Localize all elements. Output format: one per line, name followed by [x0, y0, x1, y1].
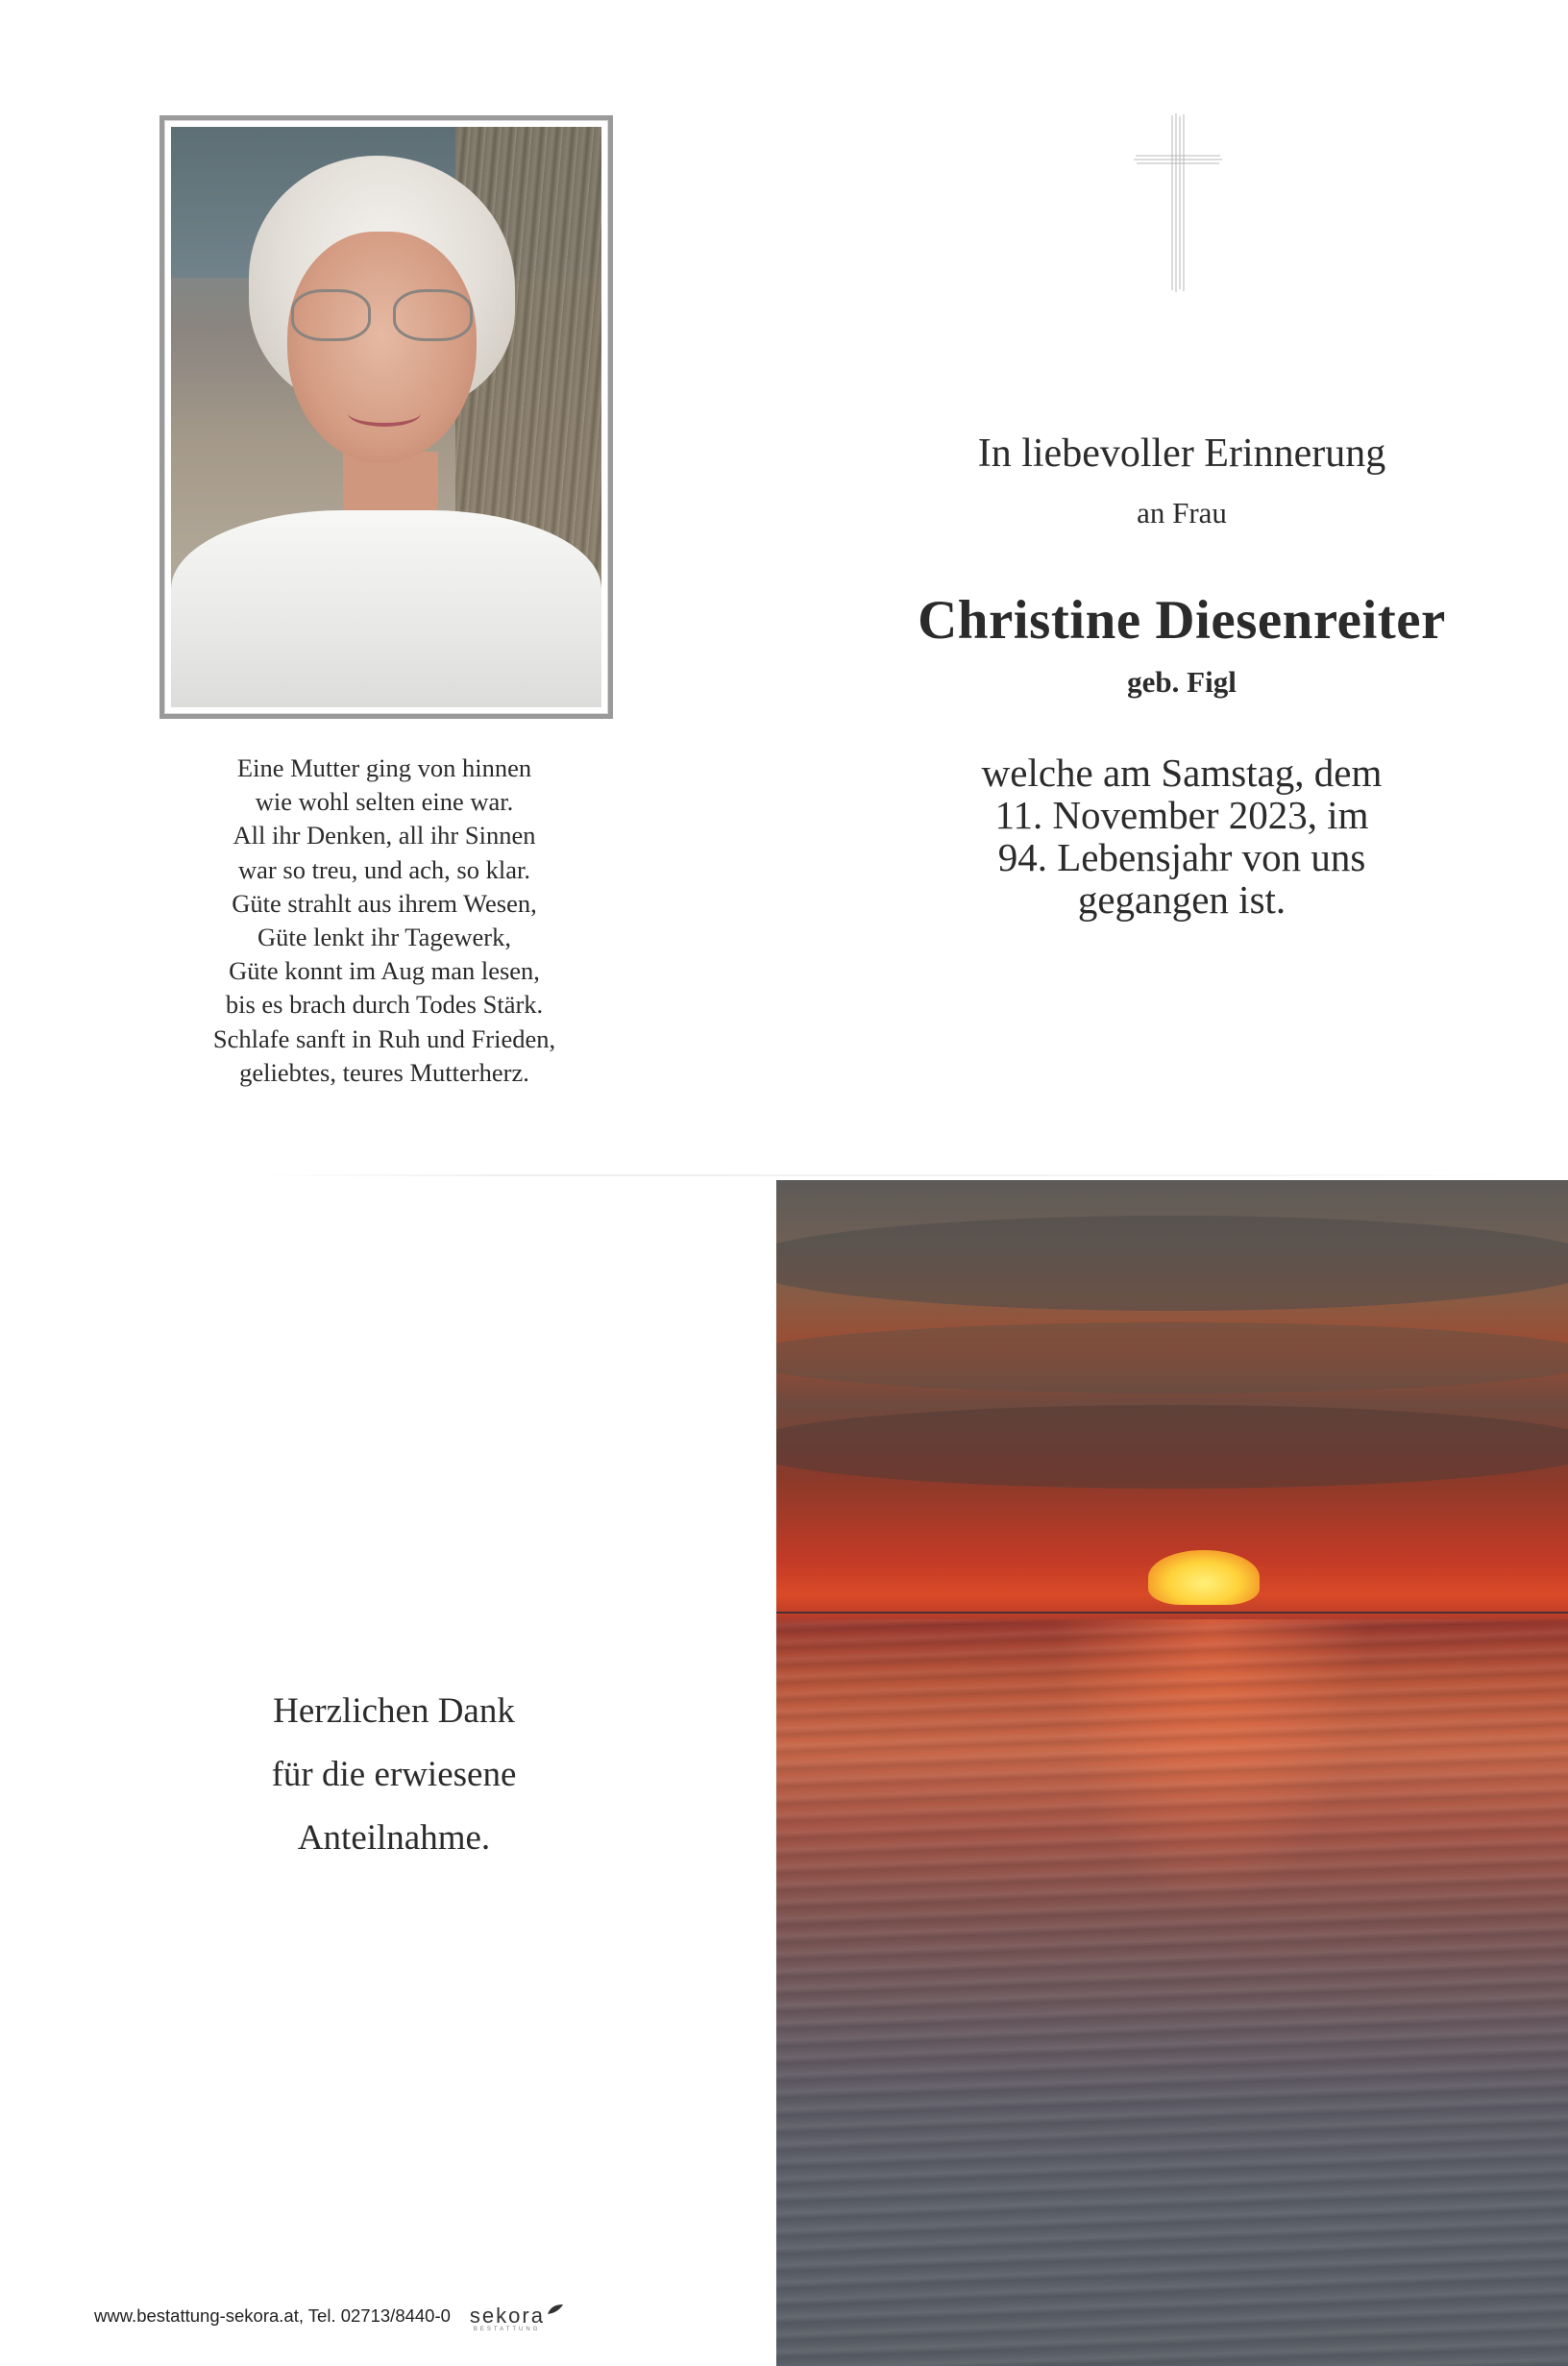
thanks-line: Anteilnahme.	[297, 1818, 491, 1858]
brand-subtitle: BESTATTUNG	[473, 2327, 541, 2332]
brand-name: sekora	[469, 2304, 545, 2328]
memorial-verse	[115, 752, 653, 1090]
sun	[1148, 1550, 1259, 1605]
verse-line: Eine Mutter ging von hinnen	[236, 753, 532, 782]
verse-line: Güte strahlt aus ihrem Wesen,	[232, 888, 537, 918]
funeral-home-logo	[469, 2304, 564, 2332]
verse-line: All ihr Denken, all ihr Sinnen	[233, 821, 536, 850]
passing-line: 94. Lebensjahr von uns	[997, 835, 1366, 879]
leaf-icon	[547, 2304, 564, 2315]
sunset-image	[776, 1180, 1568, 2366]
verse-line: war so treu, und ach, so klar.	[238, 854, 530, 884]
maiden-name: geb. Figl	[1127, 665, 1237, 699]
fold-line	[259, 1174, 1508, 1176]
passing-line: welche am Samstag, dem	[981, 751, 1383, 795]
memorial-intro: In liebevoller Erinnerung	[977, 431, 1386, 476]
deceased-name: Christine Diesenreiter	[918, 590, 1446, 651]
thanks-message	[154, 1680, 634, 1870]
footer	[94, 2302, 564, 2330]
verse-line: Güte konnt im Aug man lesen,	[229, 956, 540, 986]
portrait-frame	[159, 115, 613, 719]
passing-notice	[836, 752, 1528, 921]
verse-line: wie wohl selten eine war.	[255, 787, 514, 817]
thanks-line: Herzlichen Dank	[273, 1691, 515, 1731]
memorial-to: an Frau	[1137, 496, 1227, 530]
thanks-line: für die erwiesene	[271, 1755, 517, 1794]
verse-line: Güte lenkt ihr Tagewerk,	[257, 923, 512, 952]
portrait-photo	[171, 127, 601, 707]
cross-icon	[1134, 113, 1222, 292]
funeral-home-contact: www.bestattung-sekora.at, Tel. 02713/8440-0	[94, 2305, 451, 2326]
passing-line: 11. November 2023, im	[994, 793, 1369, 837]
verse-line: geliebtes, teures Mutterherz.	[239, 1057, 529, 1087]
verse-line: bis es brach durch Todes Stärk.	[225, 990, 544, 1020]
passing-line: gegangen ist.	[1077, 877, 1286, 922]
verse-line: Schlafe sanft in Ruh und Frieden,	[212, 1023, 556, 1053]
